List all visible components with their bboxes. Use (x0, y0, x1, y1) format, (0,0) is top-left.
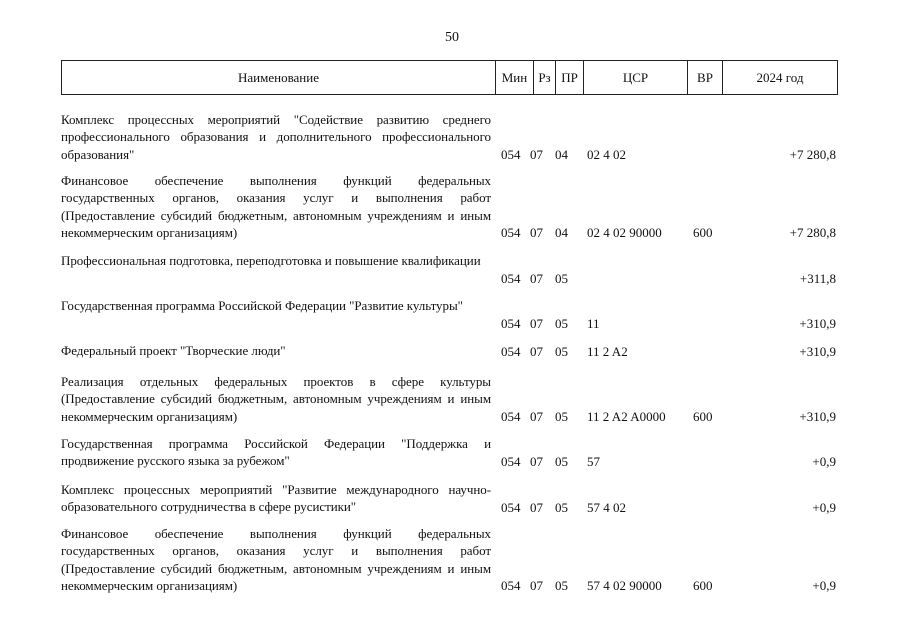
row-amount: +0,9 (812, 453, 836, 469)
row-rz: 07 (530, 499, 543, 515)
row-pr: 05 (555, 577, 568, 593)
header-rz: Рз (534, 61, 556, 94)
row-name: Комплекс процессных мероприятий "Содействие развитию среднего профессионального образования и дополнительного профессионального образования" (61, 112, 491, 162)
header-year: 2024 год (756, 69, 804, 85)
row-rz: 07 (530, 146, 543, 162)
row-csr: 57 (587, 453, 600, 469)
row-pr: 05 (555, 408, 568, 424)
row-amount: +7 280,8 (789, 146, 836, 162)
page-number: 50 (445, 30, 459, 45)
header-min: Мин (496, 61, 534, 94)
row-name: Комплекс процессных мероприятий "Развитие международного научно-образовательного сотрудничества в сфере русистики" (61, 482, 491, 515)
row-csr: 02 4 02 (587, 146, 626, 162)
row-name: Федеральный проект "Творческие люди" (61, 343, 286, 358)
row-min: 054 (501, 146, 521, 162)
row-min: 054 (501, 499, 521, 515)
row-csr: 02 4 02 90000 (587, 224, 662, 240)
table-row (61, 525, 838, 594)
row-amount: +310,9 (799, 343, 836, 359)
row-amount: +0,9 (812, 577, 836, 593)
row-min: 054 (501, 270, 521, 286)
row-pr: 04 (555, 224, 568, 240)
table-row (61, 435, 838, 470)
table-row (61, 373, 838, 425)
row-csr: 11 2 A2 (587, 343, 628, 359)
row-amount: +311,8 (799, 270, 836, 286)
row-pr: 05 (555, 270, 568, 286)
table-row (61, 111, 838, 163)
row-rz: 07 (530, 408, 543, 424)
row-vr: 600 (693, 408, 713, 424)
row-name: Государственная программа Российской Федерации "Поддержка и продвижение русского языка за рубежом" (61, 436, 491, 469)
table-row (61, 342, 838, 360)
row-name: Финансовое обеспечение выполнения функций федеральных государственных органов, оказания услуг и выполнения работ (Предоставление субсидий бюджетным, автономным учреждениям и иным некоммерческим организациям) (61, 526, 491, 593)
row-name: Профессиональная подготовка, переподготовка и повышение квалификации (61, 253, 481, 268)
row-rz: 07 (530, 270, 543, 286)
row-amount: +0,9 (812, 499, 836, 515)
table-row (61, 172, 838, 241)
row-rz: 07 (530, 315, 543, 331)
row-csr: 11 2 A2 A0000 (587, 408, 666, 424)
row-csr: 57 4 02 90000 (587, 577, 662, 593)
row-name: Государственная программа Российской Федерации "Развитие культуры" (61, 298, 463, 313)
row-pr: 05 (555, 453, 568, 469)
header-pr: ПР (556, 61, 584, 94)
row-rz: 07 (530, 577, 543, 593)
row-vr: 600 (693, 577, 713, 593)
row-amount: +310,9 (799, 315, 836, 331)
header-vr: ВР (688, 61, 723, 94)
row-min: 054 (501, 343, 521, 359)
row-pr: 05 (555, 499, 568, 515)
header-csr: ЦСР (584, 61, 688, 94)
row-min: 054 (501, 577, 521, 593)
row-min: 054 (501, 315, 521, 331)
row-rz: 07 (530, 224, 543, 240)
table-header (61, 60, 838, 95)
header-name: Наименование (62, 61, 496, 94)
row-amount: +7 280,8 (789, 224, 836, 240)
row-name: Финансовое обеспечение выполнения функций федеральных государственных органов, оказания услуг и выполнения работ (Предоставление субсидий бюджетным, автономным учреждениям и иным некоммерческим организациям) (61, 173, 491, 240)
row-min: 054 (501, 224, 521, 240)
row-min: 054 (501, 453, 521, 469)
row-vr: 600 (693, 224, 713, 240)
row-pr: 05 (555, 343, 568, 359)
row-rz: 07 (530, 453, 543, 469)
row-amount: +310,9 (799, 408, 836, 424)
table-row (61, 252, 838, 287)
row-min: 054 (501, 408, 521, 424)
row-pr: 04 (555, 146, 568, 162)
row-rz: 07 (530, 343, 543, 359)
row-csr: 57 4 02 (587, 499, 626, 515)
table-row (61, 297, 838, 332)
table-row (61, 481, 838, 516)
row-name: Реализация отдельных федеральных проектов в сфере культуры (Предоставление субсидий бюджетным, автономным учреждениям и иным некоммерческим организациям) (61, 374, 491, 424)
row-csr: 11 (587, 315, 600, 331)
row-pr: 05 (555, 315, 568, 331)
